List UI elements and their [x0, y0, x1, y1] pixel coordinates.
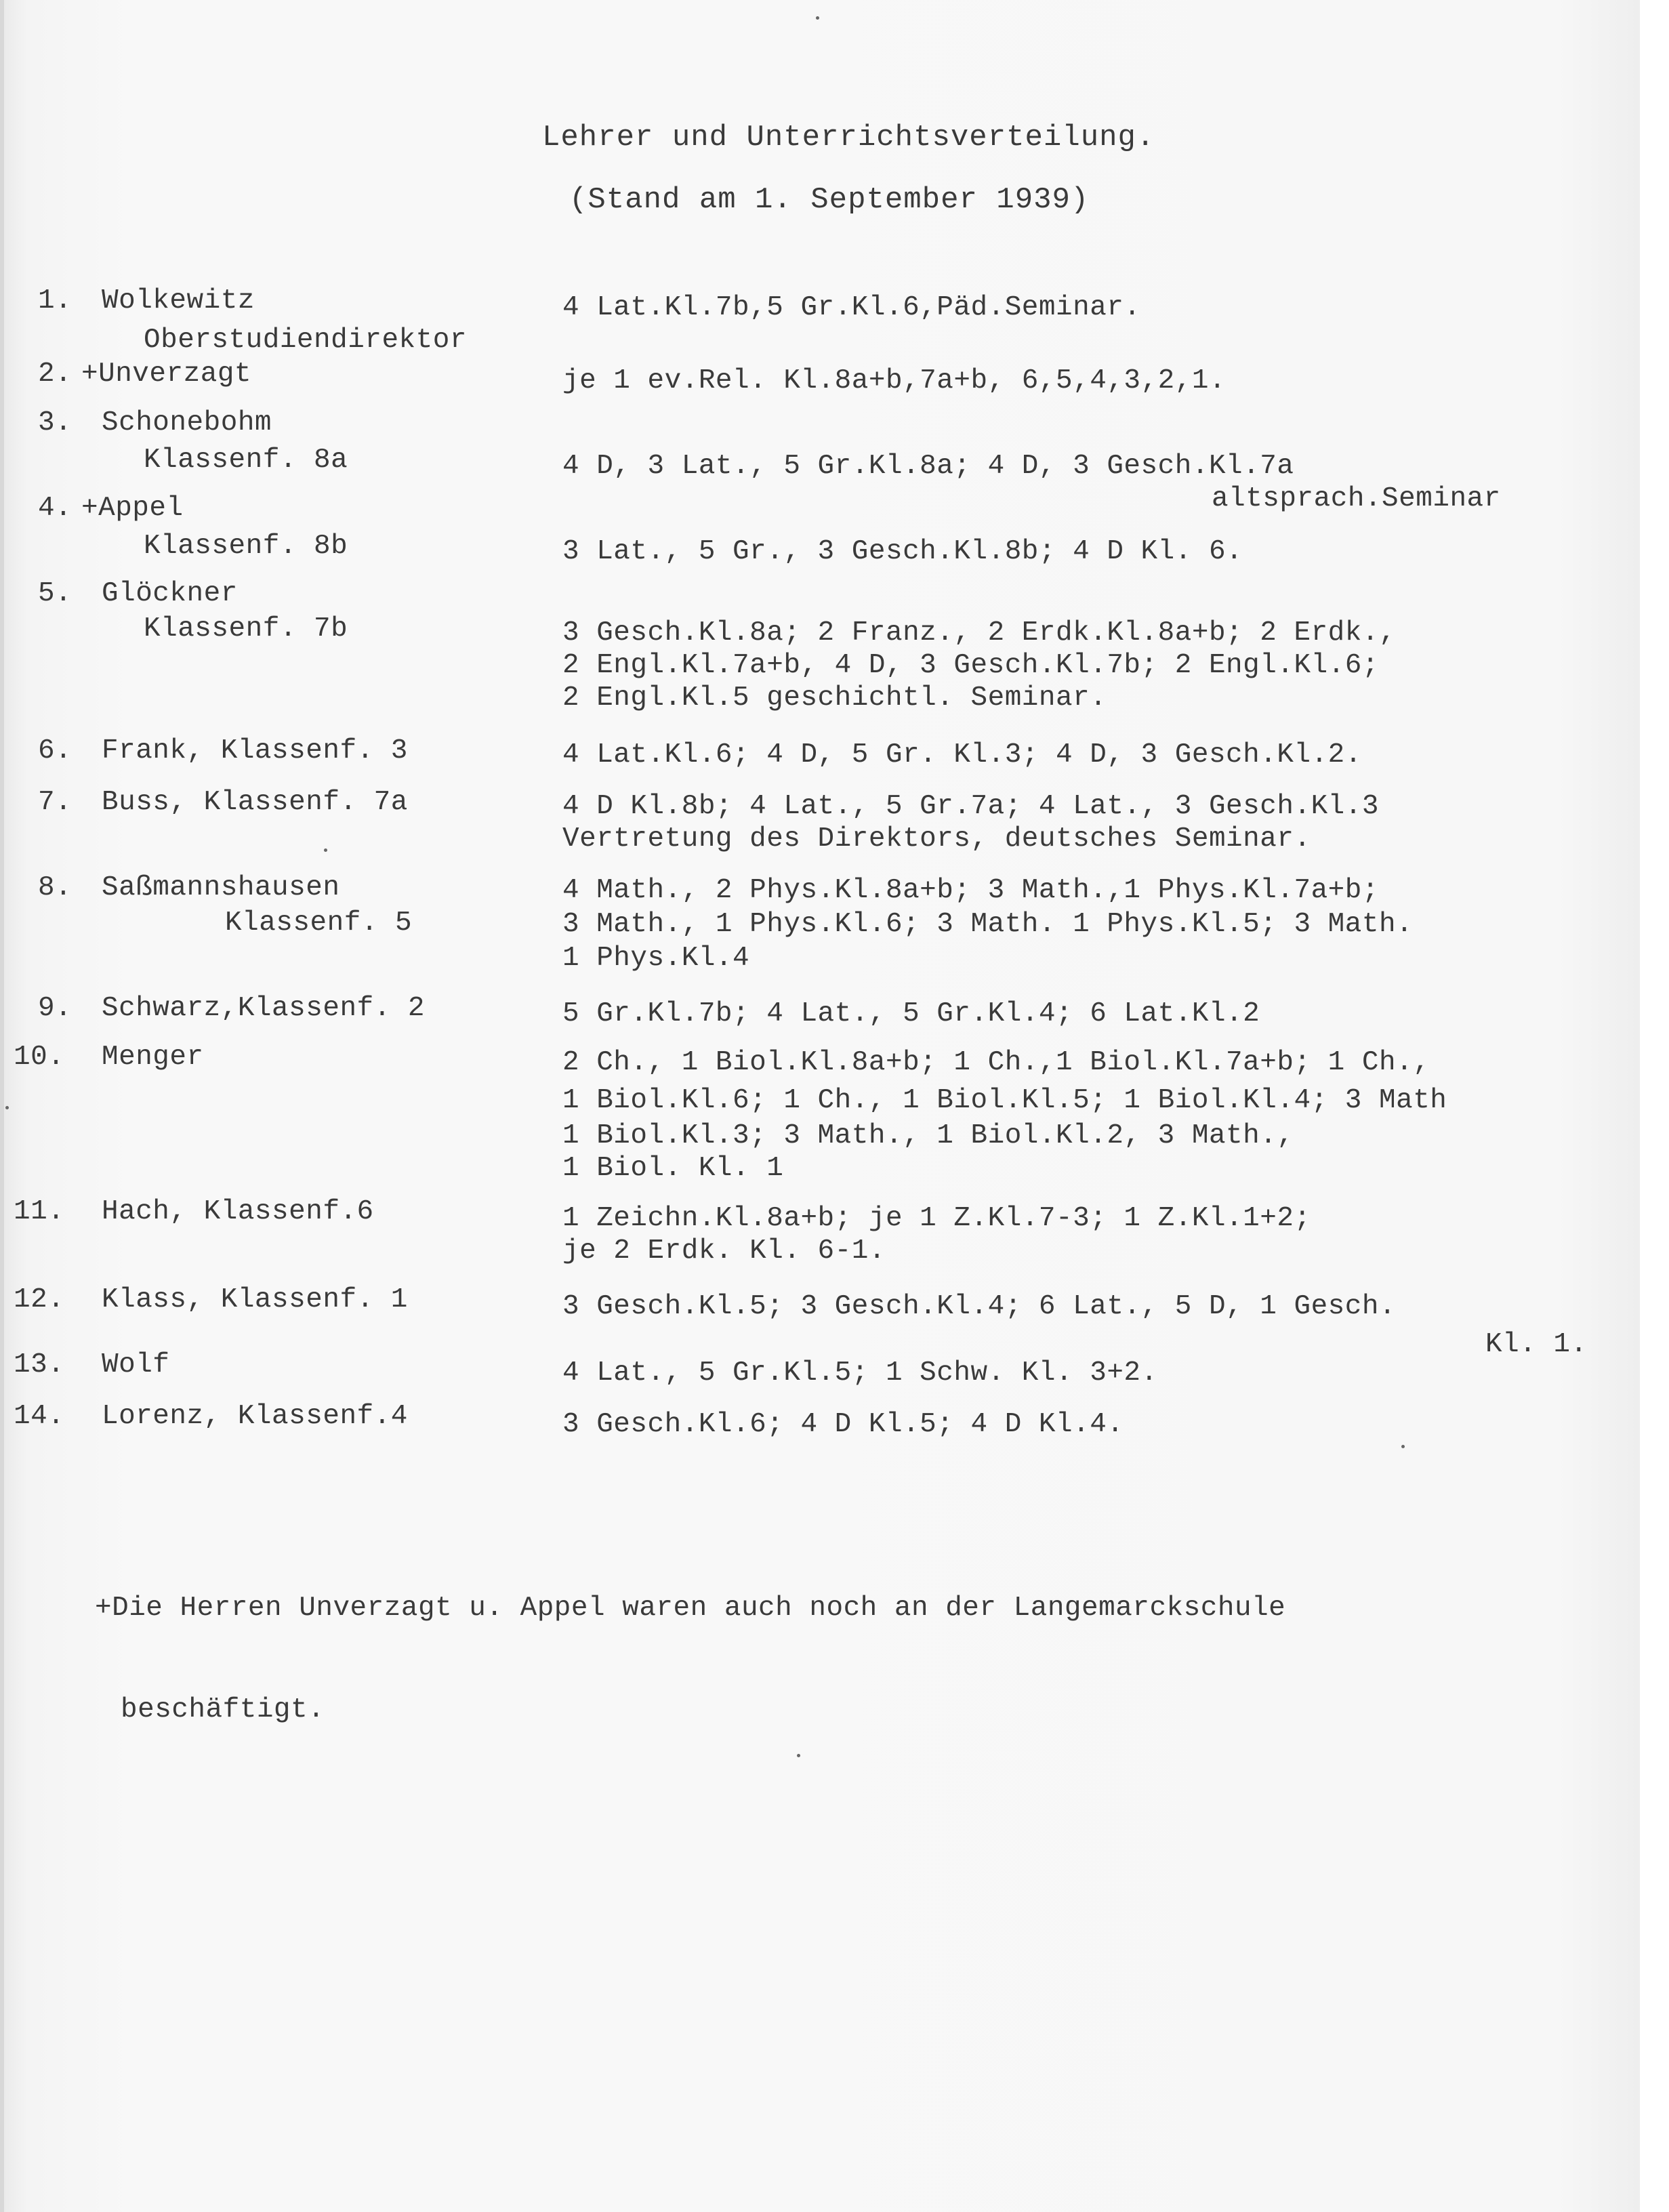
- entry-number: 12.: [14, 1284, 65, 1315]
- entry-assignment: je 2 Erdk. Kl. 6-1.: [562, 1235, 886, 1267]
- entry-assignment: 3 Math., 1 Phys.Kl.6; 3 Math. 1 Phys.Kl.5; 3 Math.: [562, 909, 1414, 940]
- entry-name-role: Klassenf. 5: [225, 907, 413, 939]
- entry-number: 7.: [38, 787, 73, 818]
- entry-assignment: 4 Math., 2 Phys.Kl.8a+b; 3 Math.,1 Phys.Kl.7a+b;: [562, 875, 1379, 906]
- entry-number: 8.: [38, 872, 73, 903]
- document-title: Lehrer und Unterrichtsverteilung.: [542, 121, 1155, 155]
- entry-assignment: 1 Biol.Kl.3; 3 Math., 1 Biol.Kl.2, 3 Math.,: [562, 1120, 1294, 1151]
- entry-assignment: 5 Gr.Kl.7b; 4 Lat., 5 Gr.Kl.4; 6 Lat.Kl.2: [562, 998, 1260, 1029]
- entry-name-role: Klassenf. 8b: [144, 531, 348, 562]
- entry-assignment: 2 Engl.Kl.7a+b, 4 D, 3 Gesch.Kl.7b; 2 Engl.Kl.6;: [562, 650, 1379, 681]
- scan-speck: [5, 1106, 9, 1109]
- entry-name-role: Oberstudiendirektor: [144, 325, 467, 356]
- entry-name: Schonebohm: [102, 407, 272, 438]
- entry-name: Lorenz, Klassenf.4: [102, 1401, 408, 1432]
- entry-name: Hach, Klassenf.6: [102, 1196, 374, 1227]
- entry-number: 2.: [38, 359, 73, 390]
- entry-name: Wolkewitz: [102, 285, 255, 316]
- entry-number: 11.: [14, 1196, 65, 1227]
- entry-number: 14.: [14, 1401, 65, 1432]
- entry-assignment: 3 Lat., 5 Gr., 3 Gesch.Kl.8b; 4 D Kl. 6.: [562, 536, 1243, 567]
- entry-name: Frank, Klassenf. 3: [102, 735, 408, 766]
- entry-number: 5.: [38, 578, 73, 609]
- entry-assignment: 4 Lat.Kl.6; 4 D, 5 Gr. Kl.3; 4 D, 3 Gesch.Kl.2.: [562, 739, 1362, 771]
- scan-edge-left: [0, 0, 4, 2212]
- entry-assignment: 1 Zeichn.Kl.8a+b; je 1 Z.Kl.7-3; 1 Z.Kl.1+2;: [562, 1203, 1311, 1234]
- document-subtitle: (Stand am 1. September 1939): [569, 183, 1090, 217]
- entry-name-role: Klassenf. 8a: [144, 445, 348, 476]
- entry-name: Menger: [102, 1042, 204, 1073]
- entry-number: 1.: [38, 285, 73, 316]
- entry-name: Klass, Klassenf. 1: [102, 1284, 408, 1315]
- entry-assignment: 4 D Kl.8b; 4 Lat., 5 Gr.7a; 4 Lat., 3 Gesch.Kl.3: [562, 791, 1379, 822]
- footnote: [95, 1523, 1285, 1761]
- entry-number: 10.: [14, 1042, 65, 1073]
- entry-name: Schwarz,Klassenf. 2: [102, 993, 425, 1024]
- entry-assignment: Vertretung des Direktors, deutsches Seminar.: [562, 823, 1311, 855]
- entry-assignment: altsprach.Seminar: [1212, 483, 1501, 514]
- entry-assignment: 2 Ch., 1 Biol.Kl.8a+b; 1 Ch.,1 Biol.Kl.7a+b; 1 Ch.,: [562, 1047, 1430, 1078]
- entry-name: Saßmannshausen: [102, 872, 340, 903]
- entry-assignment: Kl. 1.: [1485, 1329, 1588, 1360]
- entry-assignment: 1 Biol.Kl.6; 1 Ch., 1 Biol.Kl.5; 1 Biol.Kl.4; 3 Math: [562, 1085, 1447, 1116]
- entry-number: 13.: [14, 1349, 65, 1380]
- scan-speck: [816, 16, 819, 20]
- entry-assignment: 3 Gesch.Kl.5; 3 Gesch.Kl.4; 6 Lat., 5 D, 1 Gesch.: [562, 1291, 1397, 1322]
- entry-name: +Appel: [81, 493, 184, 524]
- entry-name: Wolf: [102, 1349, 170, 1380]
- entry-name: Glöckner: [102, 578, 238, 609]
- entry-name-role: Klassenf. 7b: [144, 613, 348, 644]
- scan-edge-right: [1640, 0, 1669, 2212]
- scan-speck: [324, 848, 327, 852]
- entry-number: 9.: [38, 993, 73, 1024]
- entry-assignment: 3 Gesch.Kl.8a; 2 Franz., 2 Erdk.Kl.8a+b; 2 Erdk.,: [562, 617, 1397, 649]
- entry-assignment: 1 Phys.Kl.4: [562, 943, 750, 974]
- footnote-line: +Die Herren Unverzagt u. Appel waren auch noch an der Langemarckschule: [95, 1593, 1286, 1624]
- footnote-line: beschäftigt.: [121, 1694, 325, 1725]
- entry-number: 4.: [38, 493, 73, 524]
- entry-assignment: 1 Biol. Kl. 1: [562, 1153, 784, 1184]
- entry-assignment: je 1 ev.Rel. Kl.8a+b,7a+b, 6,5,4,3,2,1.: [562, 365, 1227, 396]
- entry-assignment: 3 Gesch.Kl.6; 4 D Kl.5; 4 D Kl.4.: [562, 1409, 1124, 1440]
- entry-assignment: 4 D, 3 Lat., 5 Gr.Kl.8a; 4 D, 3 Gesch.Kl.7a: [562, 451, 1294, 482]
- entry-number: 3.: [38, 407, 73, 438]
- entry-number: 6.: [38, 735, 73, 766]
- scan-speck: [1401, 1445, 1405, 1448]
- scan-speck: [797, 1754, 800, 1757]
- entry-name: Buss, Klassenf. 7a: [102, 787, 408, 818]
- entry-assignment: 4 Lat., 5 Gr.Kl.5; 1 Schw. Kl. 3+2.: [562, 1357, 1158, 1389]
- entry-assignment: 4 Lat.Kl.7b,5 Gr.Kl.6,Päd.Seminar.: [562, 292, 1141, 323]
- entry-assignment: 2 Engl.Kl.5 geschichtl. Seminar.: [562, 682, 1107, 714]
- entry-name: +Unverzagt: [81, 359, 252, 390]
